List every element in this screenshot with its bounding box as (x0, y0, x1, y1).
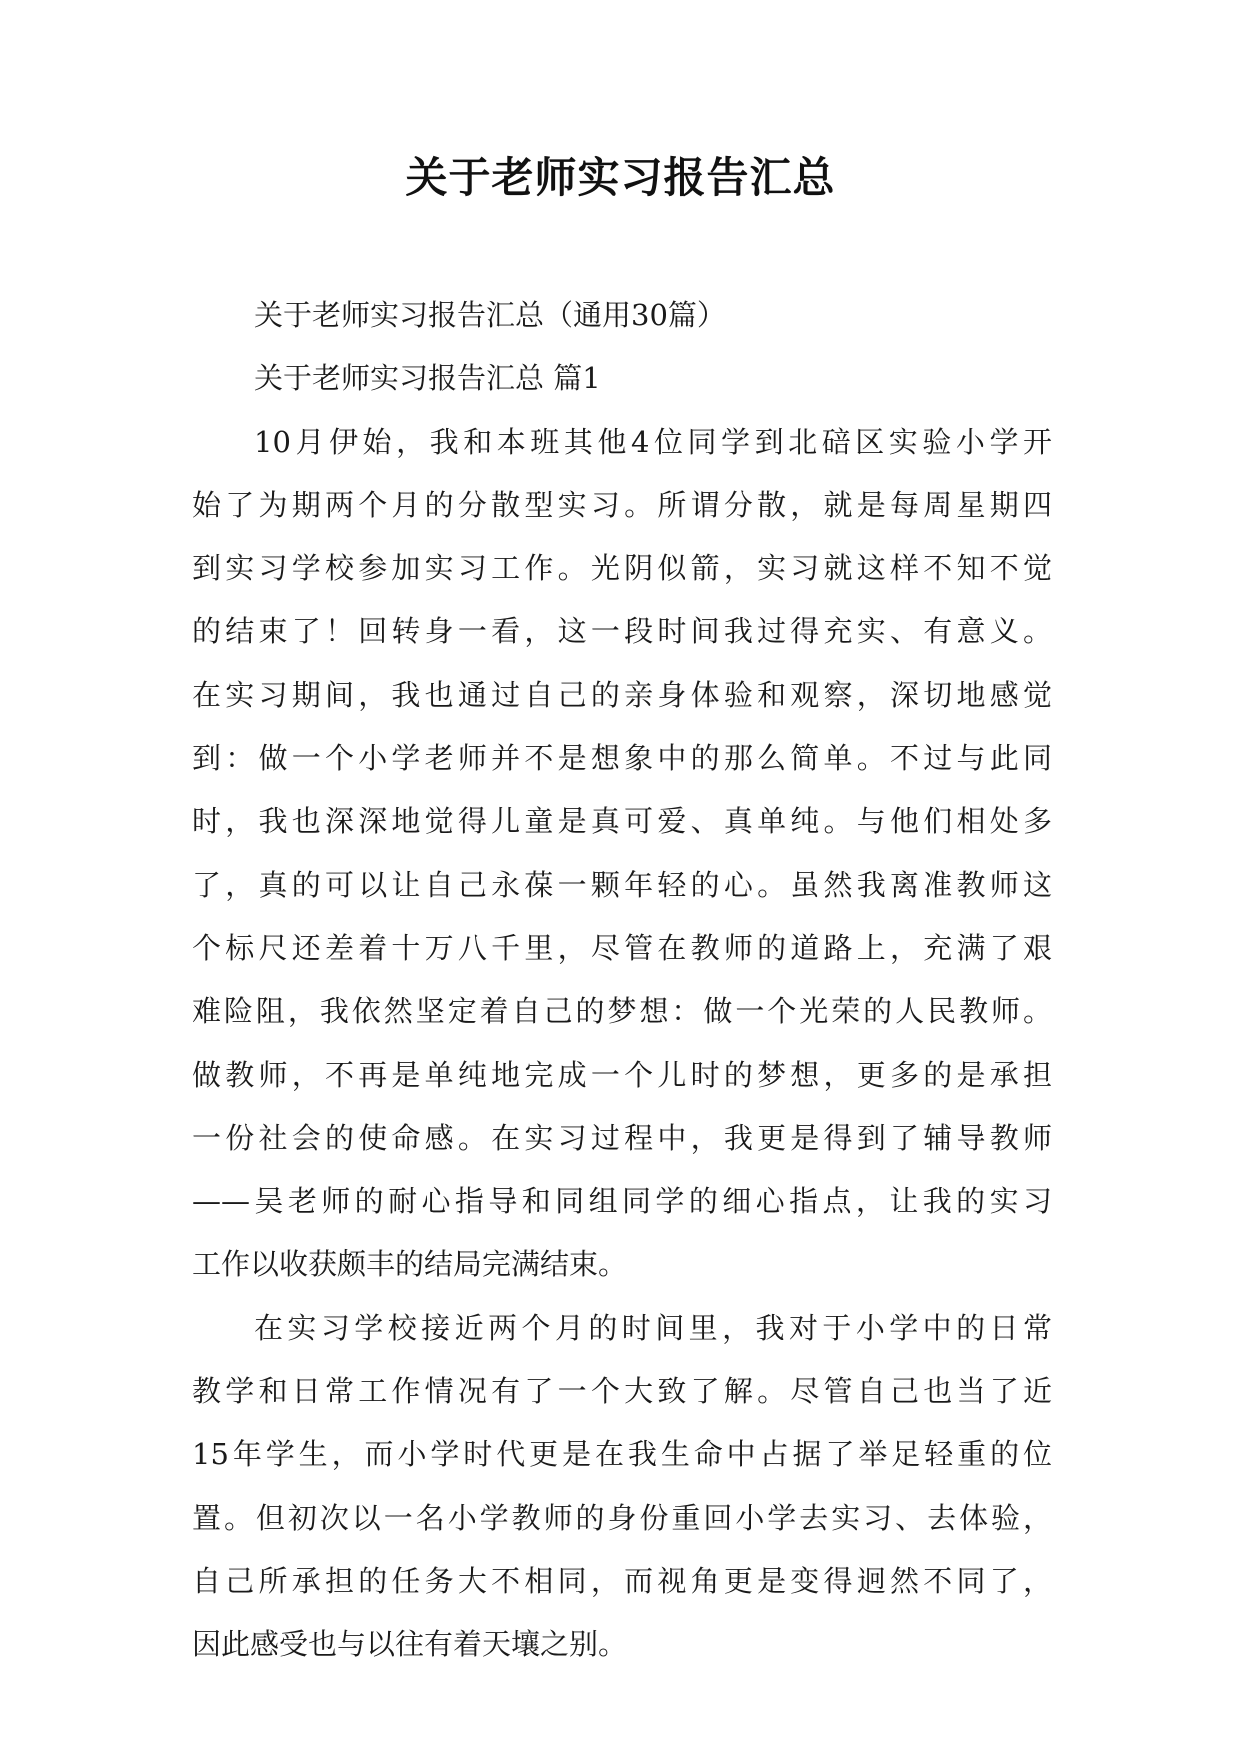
text-line: 10月伊始，我和本班其他4位同学到北碚区实验小学开 (254, 424, 1052, 459)
text-line: 了，真的可以让自己永葆一颗年轻的心。虽然我离准教师这 (192, 867, 1052, 902)
text-line: 一份社会的使命感。在实习过程中，我更是得到了辅导教师 (192, 1120, 1052, 1155)
text-line: 个标尺还差着十万八千里，尽管在教师的道路上，充满了艰 (192, 930, 1052, 965)
text-line: 15年学生，而小学时代更是在我生命中占据了举足轻重的位 (192, 1437, 1052, 1472)
text-line: 做教师，不再是单纯地完成一个儿时的梦想，更多的是承担 (192, 1057, 1052, 1092)
text-line: 始了为期两个月的分散型实习。所谓分散，就是每周星期四 (192, 487, 1052, 522)
text-line: 置。但初次以一名小学教师的身份重回小学去实习、去体验， (192, 1500, 1052, 1535)
text-line: 的结束了！回转身一看，这一段时间我过得充实、有意义。 (192, 614, 1052, 649)
text-line: 自己所承担的任务大不相同，而视角更是变得迥然不同了， (192, 1563, 1052, 1598)
text-line: 关于老师实习报告汇总 篇1 (254, 361, 601, 396)
text-line: 在实习学校接近两个月的时间里，我对于小学中的日常 (254, 1310, 1052, 1345)
text-line: 到实习学校参加实习工作。光阴似箭，实习就这样不知不觉 (192, 551, 1052, 586)
text-line: 在实习期间，我也通过自己的亲身体验和观察，深切地感觉 (192, 677, 1052, 712)
text-line: 时，我也深深地觉得儿童是真可爱、真单纯。与他们相处多 (192, 804, 1052, 839)
text-line: 难险阻，我依然坚定着自己的梦想：做一个光荣的人民教师。 (192, 994, 1052, 1029)
text-line: 工作以收获颇丰的结局完满结束。 (192, 1247, 628, 1282)
text-line: 因此感受也与以往有着天壤之别。 (192, 1627, 628, 1662)
page-title: 关于老师实习报告汇总 (405, 153, 836, 202)
text-line: 教学和日常工作情况有了一个大致了解。尽管自己也当了近 (192, 1374, 1052, 1409)
document-body (192, 284, 1052, 1677)
text-line: 到：做一个小学老师并不是想象中的那么简单。不过与此同 (192, 741, 1052, 776)
text-line: 关于老师实习报告汇总（通用30篇） (254, 298, 726, 332)
text-line: ——吴老师的耐心指导和同组同学的细心指点，让我的实习 (192, 1184, 1052, 1219)
